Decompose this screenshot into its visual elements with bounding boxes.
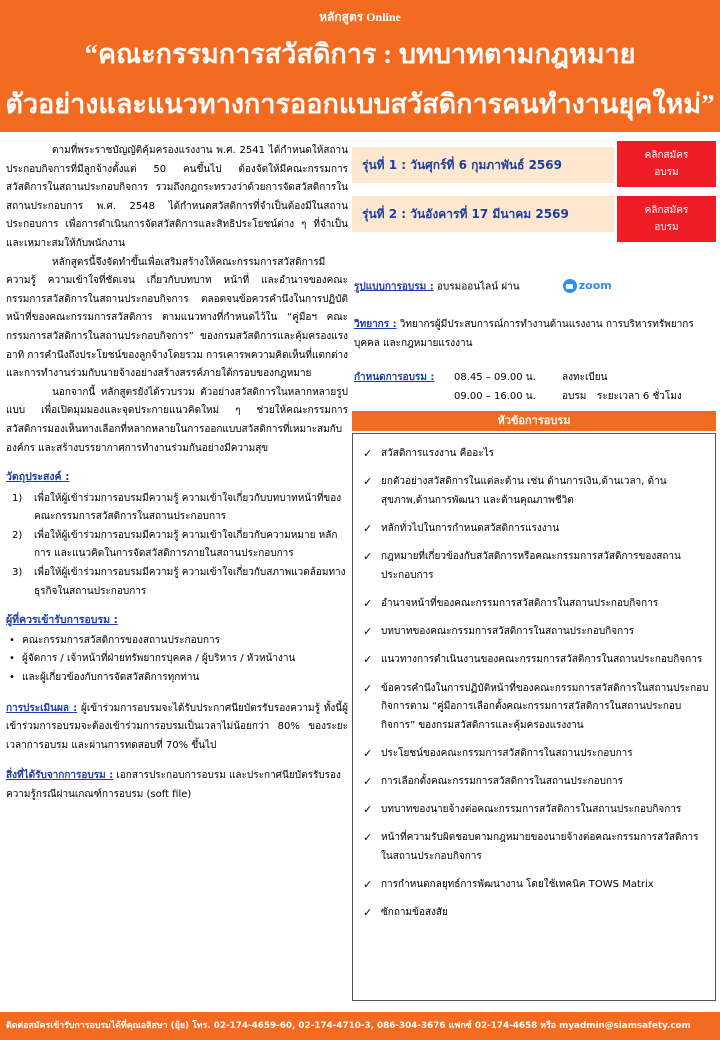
topic-item: ✓ หลักทั่วไปในการกำหนดสวัสดิการแรงงาน (363, 520, 709, 539)
speaker-label: วิทยากร : (354, 319, 397, 330)
topics-title: หัวข้อการอบรม (352, 411, 716, 431)
schedule-activity: ลงทะเบียน (562, 372, 608, 383)
contact-footer: ติดต่อสมัครเข้ารับการอบรมได้ที่คุณอลิสษา (ยุ้ย) โทร. 02-174-4659-60, 02-174-4710-3, 086-304-3676 แฟกซ์ 02-174-4658 หรือ myadmin@siamsafety.com (0, 1012, 720, 1040)
checkmark-icon: ✓ (363, 625, 373, 639)
benefits-text: เอกสารประกอบการอบรม และประกาศนียบัตรรับรองความรู้กรณีผ่านเกณฑ์การอบรม (soft file) (6, 770, 341, 800)
evaluation-title: การประเมินผล : (6, 702, 78, 714)
topic-item: ✓ กฎหมายที่เกี่ยวข้องกับสวัสดิการหรือคณะกรรมการสวัสดิการของสถานประกอบการ (363, 550, 681, 581)
topic-item: ✓ หน้าที่ความรับผิดชอบตามกฎหมายของนายจ้างต่อคณะกรรมการสวัสดิการในสถานประกอบกิจการ (363, 831, 699, 863)
objective-item: 3) เพื่อให้ผู้เข้าร่วมการอบรมมีความรู้ ความเข้าใจเกี่ยวกับสภาพแวดล้อมทางธุรกิจในสถานประกอบการ (12, 567, 346, 597)
checkmark-icon: ✓ (363, 681, 373, 695)
register-button-round-1[interactable]: คลิกสมัคร อบรม (617, 141, 716, 187)
topic-item: ✓ สวัสดิการแรงงาน คืออะไร (363, 445, 709, 464)
intro-paragraph-2: หลักสูตรนี้จึงจัดทำขึ้นเพื่อเสริมสร้างให้คณะกรรมการสวัสดิการมีความรู้ ความเข้าใจที่ชัดเจน เกี่ยวกับบทบาท หน้าที่ และอำนาจของคณะกรรมการสวัสดิการในสถานประกอบกิจการ ตลอดจนข้อควรคำนึงในการปฏิบัติหน้าที่ของคณะกรรมการสวัสดิการ ตามแนวทางที่กำหนดไว้ใน “คู่มือฯ คณะกรรมการสวัสดิการในสถานประกอบกิจการ” ของกรมสวัสดิการและคุ้มครองแรง อาทิ การคำนึงถึงประโยชน์ของลูกจ้างโดยรวม การเคารพความคิดเห็นที่แตกต่าง และการทำงานร่วมกับนายจ้างอย่างสร้างสรรค์ภายใต้กรอบของกฎหมาย (6, 256, 348, 380)
checkmark-icon: ✓ (363, 831, 373, 845)
benefits-title: สิ่งที่ได้รับจากการอบรม : (6, 770, 114, 782)
checkmark-icon: ✓ (363, 521, 373, 535)
schedule-activity: อบรม (562, 391, 587, 402)
checkmark-icon: ✓ (363, 596, 373, 610)
attendee-item: • และผู้เกี่ยวข้องกับการจัดสวัสดิการทุกท่าน (6, 669, 348, 688)
topic-item: ✓ ยกตัวอย่างสวัสดิการในแต่ละด้าน เช่น ด้านการเงิน,ด้านเวลา, ด้านสุขภาพ,ด้านการพัฒนา และด้านคุณภาพชีวิต (363, 475, 667, 506)
topics-list (363, 445, 709, 923)
format-label: รูปแบบการอบรม : (354, 281, 434, 293)
checkmark-icon: ✓ (363, 906, 373, 920)
zoom-wordmark: zoom (578, 279, 612, 292)
attendee-item: • คณะกรรมการสวัสดิการของสถานประกอบการ (6, 632, 348, 651)
format-row (354, 277, 716, 297)
benefits-block (6, 767, 348, 804)
objectives-title: วัตถุประสงค์ : (6, 471, 70, 484)
course-title-line-1: “คณะกรรมการสวัสดิการ : บทบาทตามกฎหมาย (84, 39, 636, 69)
intro-paragraph-3: นอกจากนี้ หลักสูตรยังได้รวบรวม ตัวอย่างสวัสดิการในหลากหลายรูปแบบ เพื่อเปิดมุมมองและจุดประกายแนวคิดใหม่ ๆ ช่วยให้คณะกรรมการสวัสดิการมองเห็นทางเลือกที่หลากหลายในการออกแบบสวัสดิการที่เหมาะสมกับองค์กร และสร้างบรรยากาศการทำงานร่วมกันอย่างมีความสุข (6, 386, 348, 454)
left-column (6, 142, 348, 805)
schedule-time: 08.45 – 09.00 น. (454, 372, 536, 383)
schedule-block (354, 368, 716, 406)
objective-item: 1) เพื่อให้ผู้เข้าร่วมการอบรมมีความรู้ ความเข้าใจเกี่ยวกับบทบาทหน้าที่ของคณะกรรมการสวัสดิการในสถานประกอบการ (12, 492, 342, 523)
topic-item: ✓ ประโยชน์ของคณะกรรมการสวัสดิการในสถานประกอบการ (363, 745, 709, 764)
zoom-logo (563, 277, 612, 296)
header-banner (0, 0, 720, 132)
schedule-row (354, 368, 716, 387)
checkmark-icon: ✓ (363, 475, 373, 489)
objectives-list (6, 490, 348, 602)
intro-paragraph-1: ตามที่พระราชบัญญัติคุ้มครองแรงงาน พ.ศ. 2541 ได้กำหนดให้สถานประกอบกิจการที่มีลูกจ้างตั้งแต่ 50 คนขึ้นไป ต้องจัดให้มีคณะกรรมการสวัสดิการในสถานประกอบกิจการ รวมถึงกฎกระทรวงว่าด้วยการจัดสวัสดิการในสถานประกอบการ พ.ศ. 2548 ได้กำหนดสวัสดิการที่จำเป็นต้องมีในสถานประกอบการ เพื่อการดำเนินการจัดสวัสดิการและสิทธิประโยชน์ต่าง ๆ ที่จำเป็นและเหมาะสมให้กับพนักงาน (6, 145, 348, 249)
checkmark-icon: ✓ (363, 550, 373, 564)
topic-item: ✓ บทบาทของคณะกรรมการสวัสดิการในสถานประกอบกิจการ (363, 623, 709, 642)
topics-box (352, 433, 716, 1001)
topic-item: ✓ อำนาจหน้าที่ของคณะกรรมการสวัสดิการในสถานประกอบกิจการ (363, 595, 709, 614)
checkmark-icon: ✓ (363, 775, 373, 789)
checkmark-icon: ✓ (363, 653, 373, 667)
speaker-row (354, 316, 716, 353)
evaluation-text: ผู้เข้าร่วมการอบรมจะได้รับประกาศนียบัตรรับรองความรู้ ทั้งนี้ผู้เข้าร่วมการอบรมจะต้องเข้าร่วมการอบรมเป็นเวลาไม่น้อยกว่า 80% ของระยะเวลาการอบรม และผ่านการทดสอบที่ 70% ขึ้นไป (6, 702, 348, 751)
bullet-icon: • (9, 653, 15, 665)
objective-item: 2) เพื่อให้ผู้เข้าร่วมการอบรมมีความรู้ ความเข้าใจเกี่ยวกับความหมาย หลักการ และแนวคิดในการจัดสวัสดิการภายในสถานประกอบการ (12, 529, 338, 560)
course-title-line-2: ตัวอย่างและแนวทางการออกแบบสวัสดิการคนทำงานยุคใหม่” (5, 89, 715, 119)
format-text: อบรมออนไลน์ ผ่าน (436, 281, 520, 293)
schedule-label: กำหนดการอบรม : (354, 372, 435, 383)
zoom-camera-icon (563, 279, 577, 293)
attendee-item: • ผู้จัดการ / เจ้าหน้าที่ฝ่ายทรัพยากรบุคคล / ผู้บริหาร / หัวหน้างาน (6, 650, 348, 669)
checkmark-icon: ✓ (363, 803, 373, 817)
round-1-date: รุ่นที่ 1 : วันศุกร์ที่ 6 กุมภาพันธ์ 2569 (352, 147, 614, 183)
checkmark-icon: ✓ (363, 447, 373, 460)
round-2-date: รุ่นที่ 2 : วันอังคารที่ 17 มีนาคม 2569 (352, 196, 614, 232)
topic-item: ✓ แนวทางการดำเนินงานของคณะกรรมการสวัสดิการในสถานประกอบกิจการ (363, 651, 709, 670)
topic-item: ✓ การเลือกตั้งคณะกรรมการสวัสดิการในสถานประกอบการ (363, 773, 709, 792)
schedule-note: ระยะเวลา 6 ชั่วโมง (597, 391, 682, 402)
bullet-icon: • (9, 634, 15, 646)
evaluation-block (6, 700, 348, 756)
topic-item: ✓ บทบาทของนายจ้างต่อคณะกรรมการสวัสดิการในสถานประกอบกิจการ (363, 801, 709, 820)
bullet-icon: • (9, 672, 15, 684)
attendees-list (6, 632, 348, 688)
attendees-title: ผู้ที่ควรเข้ารับการอบรม : (6, 614, 118, 627)
topic-item: ✓ การกำหนดกลยุทธ์การพัฒนางาน โดยใช้เทคนิค TOWS Matrix (363, 876, 709, 895)
schedule-time: 09.00 – 16.00 น. (454, 391, 536, 402)
speaker-text: วิทยากรผู้มีประสบการณ์การทำงานด้านแรงงาน การบริหารทรัพยากรบุคคล และกฎหมายแรงงาน (354, 319, 694, 349)
checkmark-icon: ✓ (363, 746, 373, 760)
topic-item: ✓ ซักถามข้อสงสัย (363, 904, 709, 923)
checkmark-icon: ✓ (363, 878, 373, 892)
topic-item: ✓ ข้อควรคำนึงในการปฏิบัติหน้าที่ของคณะกรรมการสวัสดิการในสถานประกอบกิจการตาม “คู่มือการเลือกตั้งคณะกรรมการสวัสดิการในสถานประกอบกิจการ” ของกรมสวัสดิการและคุ้มครองแรงงาน (363, 681, 709, 731)
register-button-round-2[interactable]: คลิกสมัคร อบรม (617, 196, 716, 242)
course-type-label: หลักสูตร Online (319, 10, 401, 24)
schedule-row (354, 387, 716, 406)
